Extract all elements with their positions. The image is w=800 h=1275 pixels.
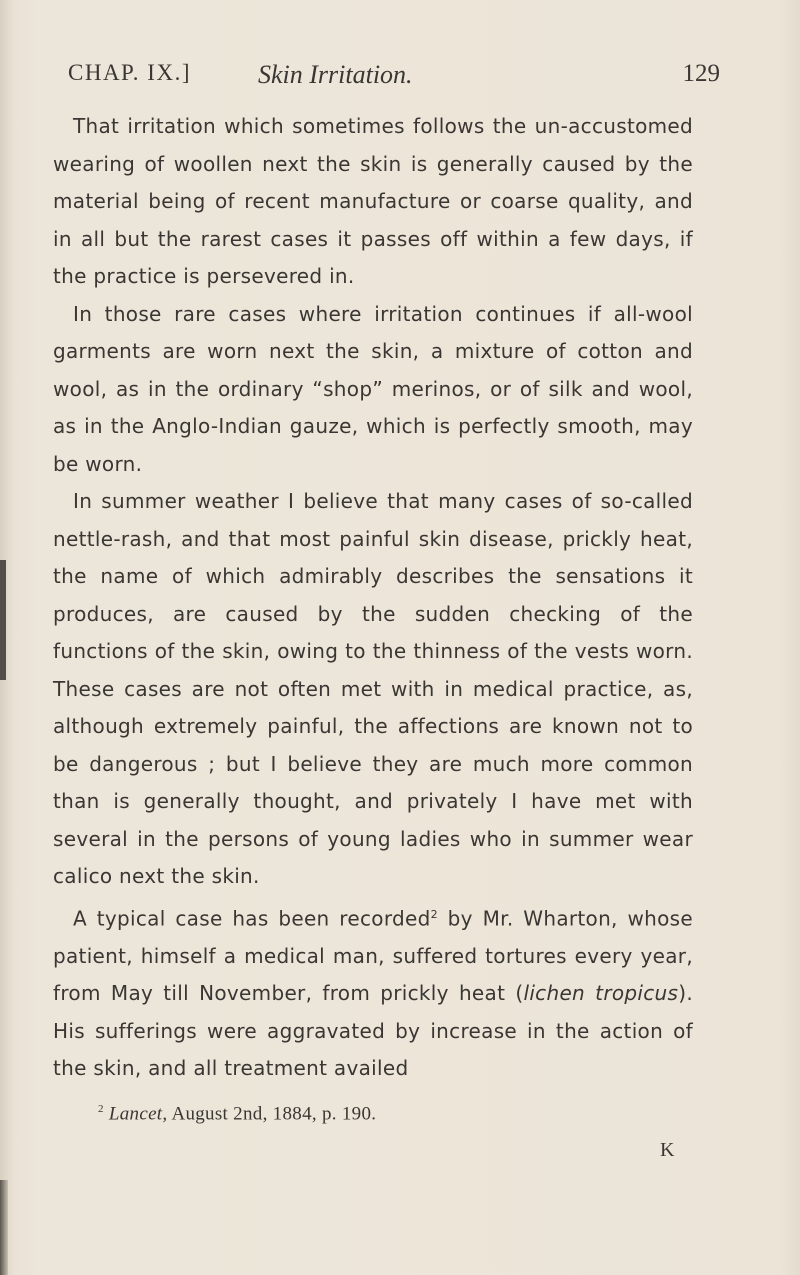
footnote-marker: 2 [98, 1103, 104, 1115]
latin-term: lichen tropicus [523, 981, 679, 1006]
running-header [68, 60, 720, 100]
paragraph-4-end: ). His sufferings were aggravated by increase in the action of the skin, and all treatment availed [53, 981, 693, 1081]
footnote-reference: 2 [430, 907, 438, 921]
body-text [53, 108, 693, 1088]
paragraph-4-middle: by Mr. Wharton, whose patient, himself a medical man, suffered tortures every year, from May till November, from prickly heat ( [53, 906, 693, 1006]
paragraph-1: That irritation which sometimes follows the un-accustomed wearing of woollen next the skin is generally caused by the material being of recent manufacture or coarse quality, and in all but the rarest cases it passes off within a few days, if the practice is persevered in. [53, 114, 693, 288]
paragraph-3: In summer weather I believe that many cases of so-called nettle-rash, and that most painful skin disease, prickly heat, the name of which admirably describes the sensations it produces, are caused by the sudden checking of the functions of the skin, owing to the thinness of the vests worn. These cases are not often met with in medical practice, as, although extremely painful, the affections are known not to be dangerous ; but I believe they are much more common than is generally thought, and privately I have met with several in the persons of young ladies who in summer wear calico next the skin. [53, 489, 693, 888]
footnote [98, 1103, 376, 1125]
binding-shadow [0, 560, 6, 680]
paragraph-4-start: A typical case has been recorded [73, 906, 431, 931]
running-title: Skin Irritation. [258, 60, 413, 89]
chapter-label: CHAP. IX.] [68, 60, 191, 85]
paragraph-2: In those rare cases where irritation continues if all-wool garments are worn next the skin, a mixture of cotton and wool, as in the ordinary “shop” merinos, or of silk and wool, as in the Anglo-Indian gauze, which is perfectly smooth, may be worn. [53, 301, 693, 476]
binding-shadow-lower [0, 1180, 8, 1275]
paragraph-4 [53, 896, 693, 1088]
page-number: 129 [682, 60, 720, 87]
footnote-source: Lancet, [108, 1103, 168, 1125]
signature-mark: K [660, 1139, 675, 1161]
footnote-details: August 2nd, 1884, p. 190. [167, 1103, 377, 1125]
